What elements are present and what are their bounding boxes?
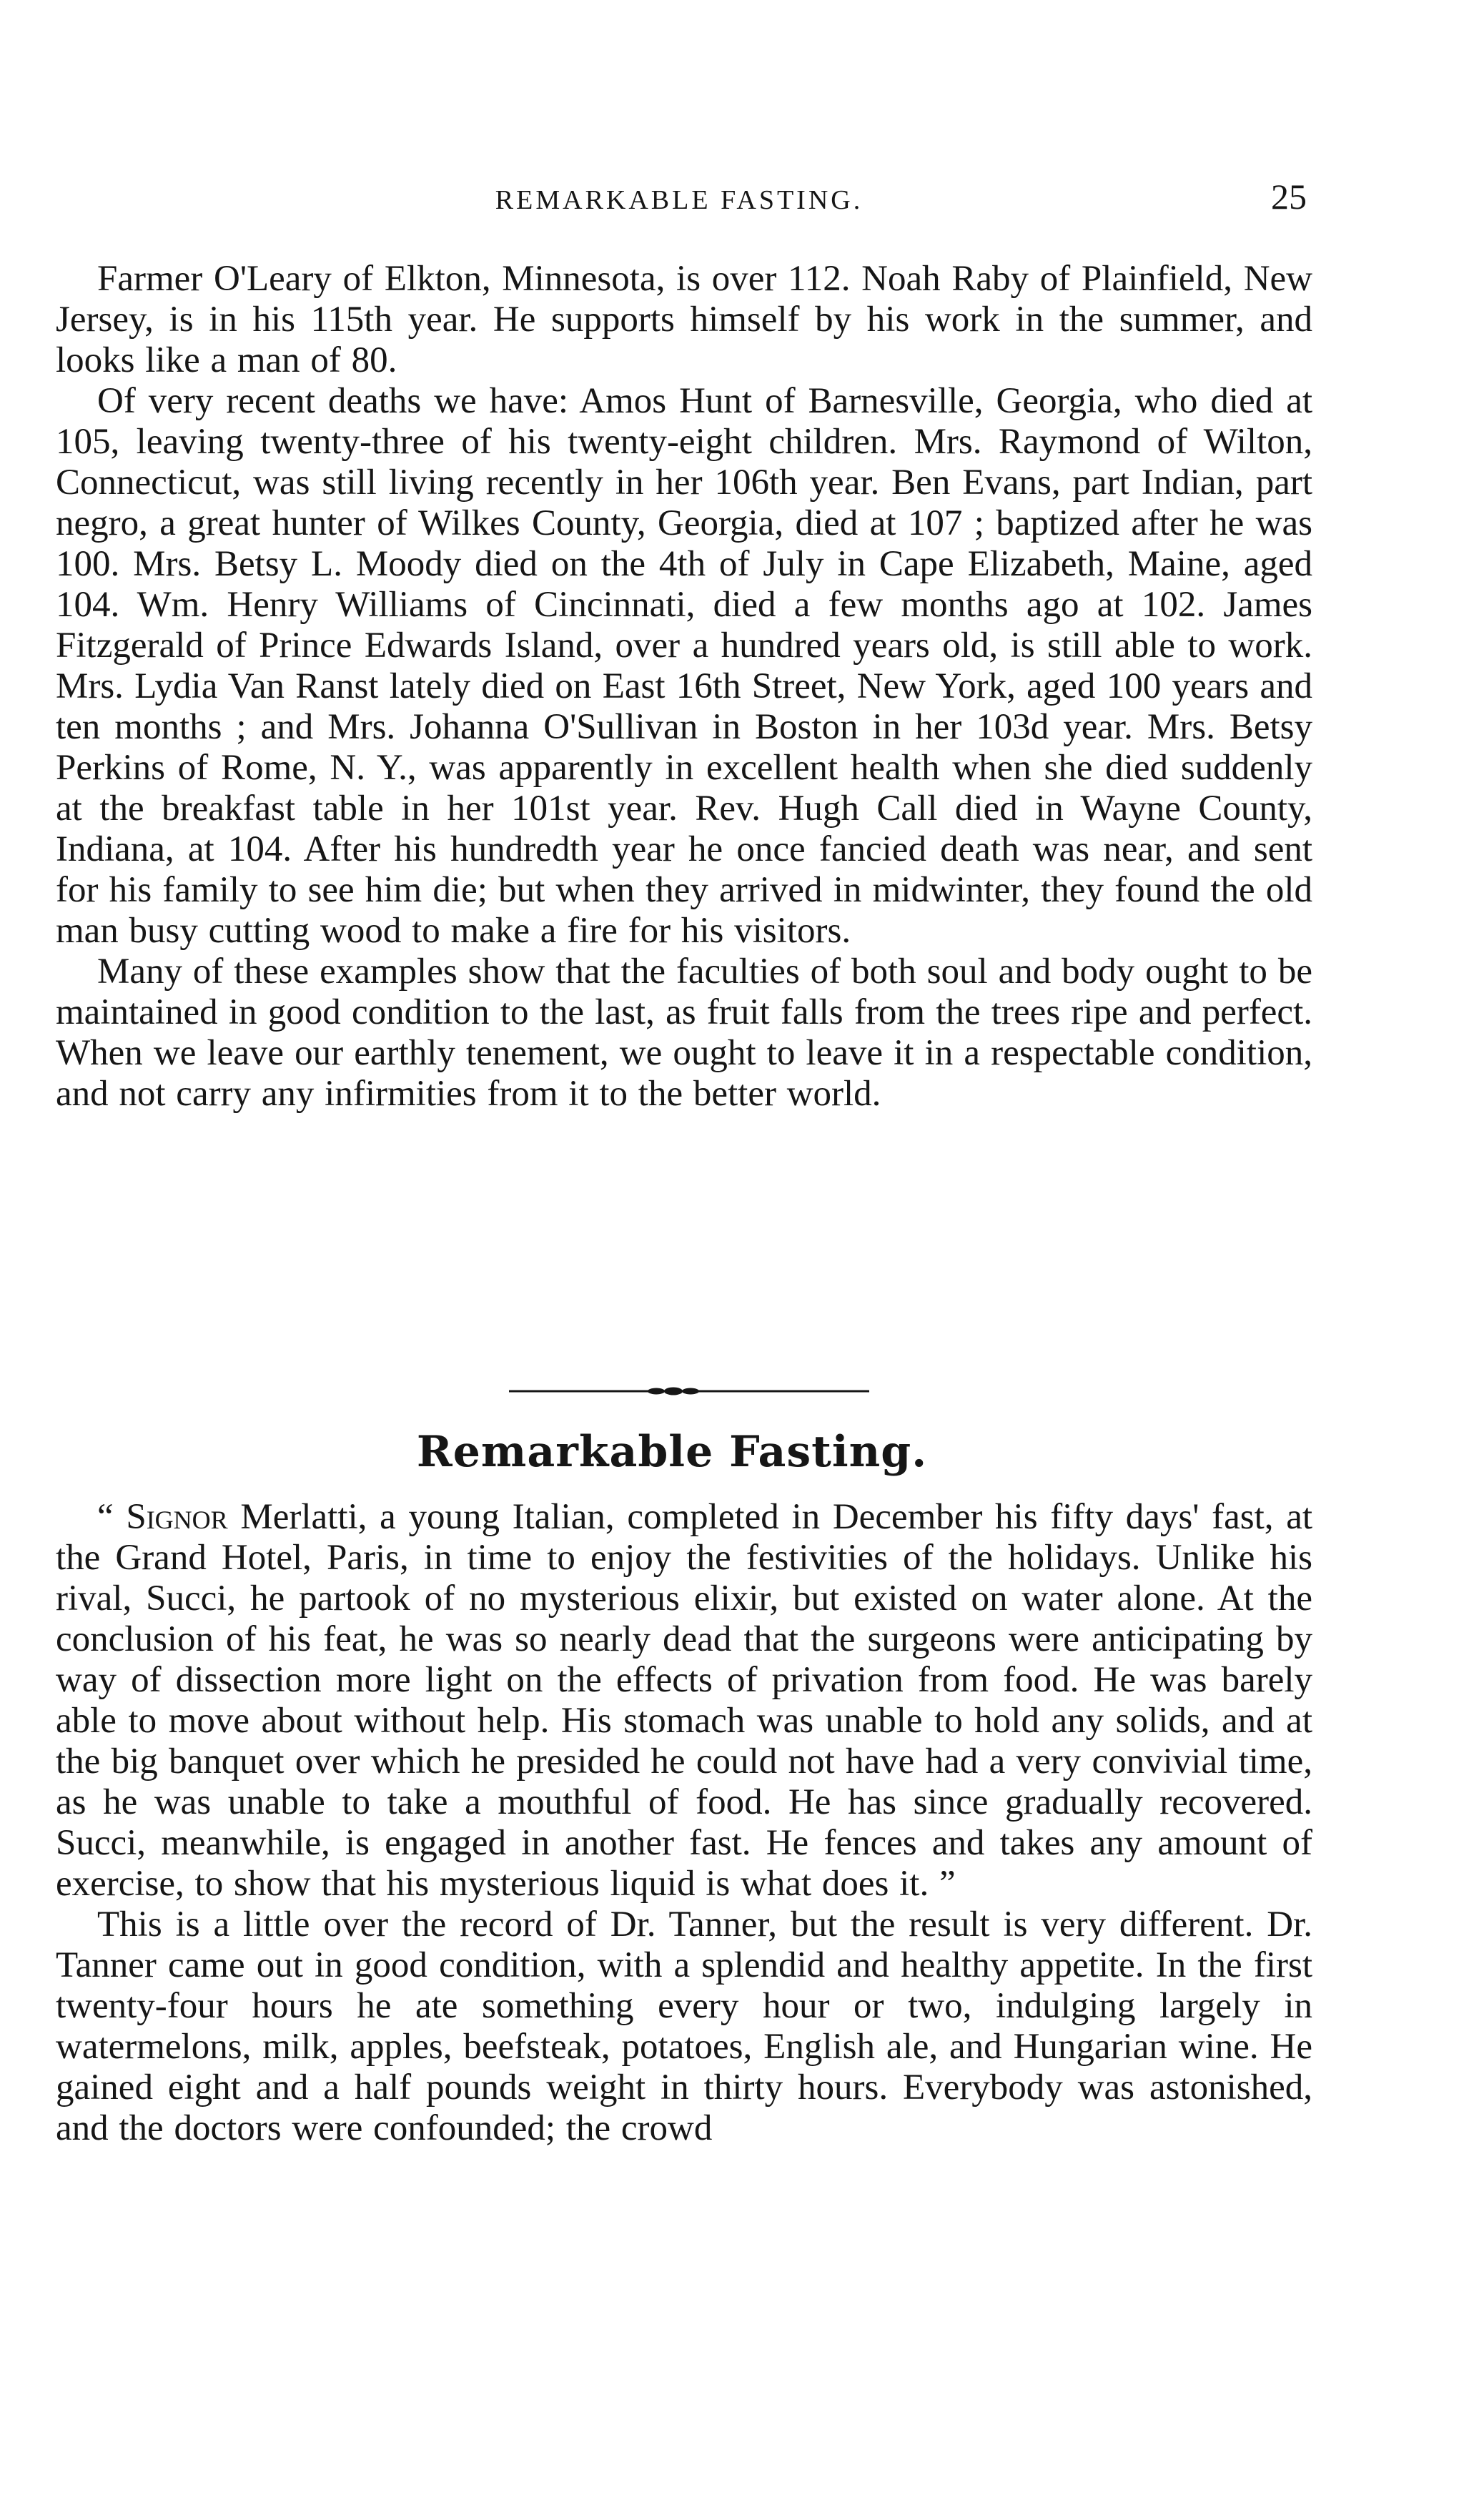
quote-body: Merlatti, a young Italian, completed in December his fifty days' fast, at the Grand Hotel, Paris, in time to enjoy the festivities of the holidays. Unlike his rival, Succi, he partook of no mysterious elixir, but existed on water alone. At the conclusion of his feat, he was so nearly dead that the surgeons were anticipating by way of dissection more light on the effects of privation from food. He was barely able to move about without help. His stomach was unable to hold any solids, and at the big banquet over which he presided he could not have had a very convivial time, as he was unable to take a mouthful of food. He has since gradually recovered. Succi, meanwhile, is engaged in another fast. He fences and takes any amount of exercise, to show that his mysterious liquid is what does it. ” (56, 1497, 1313, 1904)
running-title: REMARKABLE FASTING. (495, 185, 864, 215)
paragraph: Many of these examples show that the faculties of both soul and body ought to be maintained in good condition to the last, as fruit falls from the trees ripe and perfect. When we leave our earthly tenement, we ought to leave it in a respectable condition, and not carry any infirmities from it to the better world. (56, 952, 1312, 1114)
text-block-fasting (56, 1497, 1312, 2149)
quoted-paragraph (56, 1497, 1312, 1904)
text-block-longevity (56, 259, 1312, 1115)
page-number: 25 (1271, 177, 1307, 217)
paragraph: Farmer O'Leary of Elkton, Minnesota, is over 112. Noah Raby of Plainfield, New Jersey, is in his 115th year. He supports himself by his work in the summer, and looks like a man of 80. (56, 259, 1312, 380)
paragraph: Of very recent deaths we have: Amos Hunt of Barnesville, Georgia, who died at 105, leaving twenty-three of his twenty-eight children. Mrs. Raymond of Wilton, Connecticut, was still living recently in her 106th year. Ben Evans, part Indian, part negro, a great hunter of Wilkes County, Georgia, died at 107 ; baptized after he was 100. Mrs. Betsy L. Moody died on the 4th of July in Cape Elizabeth, Maine, aged 104. Wm. Henry Williams of Cincinnati, died a few months ago at 102. James Fitzgerald of Prince Edwards Island, over a hundred years old, is still able to work. Mrs. Lydia Van Ranst lately died on East 16th Street, New York, aged 100 years and ten months ; and Mrs. Johanna O'Sullivan in Boston in her 103d year. Mrs. Betsy Perkins of Rome, N. Y., was apparently in excellent health when she died suddenly at the breakfast table in her 101st year. Rev. Hugh Call died in Wayne County, Indiana, at 104. After his hundredth year he once fancied death was near, and sent for his family to see him die; but when they arrived in midwinter, they found the old man busy cutting wood to make a fire for his visitors. (56, 381, 1312, 951)
section-divider (509, 1387, 869, 1395)
quote-lead: “ Signor (97, 1497, 228, 1537)
paragraph: This is a little over the record of Dr. Tanner, but the result is very different. Dr. Tanner came out in good condition, with a splendid and healthy appetite. In the first twenty-four hours he ate something every hour or two, indulging largely in watermelons, milk, apples, beefsteak, potatoes, English ale, and Hungarian wine. He gained eight and a half pounds weight in thirty hours. Everybody was astonished, and the doctors were confounded; the crowd (56, 1904, 1312, 2148)
section-heading: Remarkable Fasting. (416, 1427, 928, 1477)
